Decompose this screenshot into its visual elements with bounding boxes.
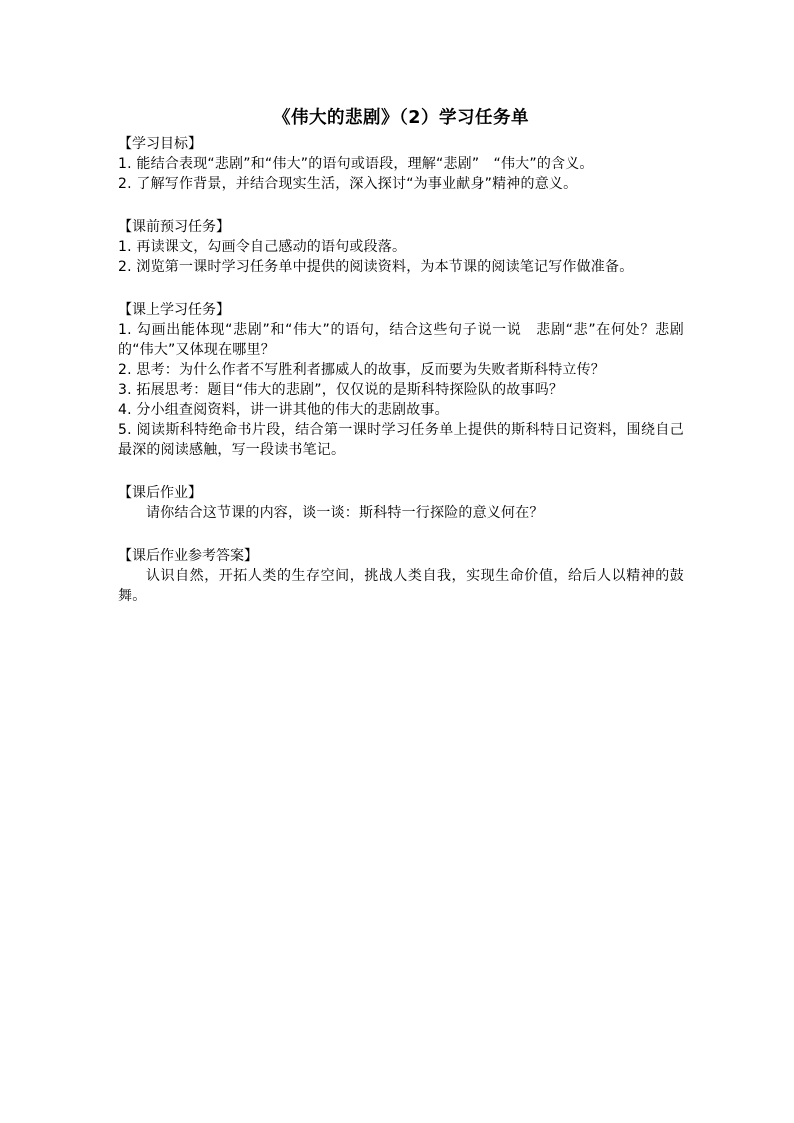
section-heading: 【课后作业参考答案】	[118, 548, 258, 564]
section-heading: 【课后作业】	[118, 485, 202, 501]
section-heading: 【学习目标】	[118, 136, 202, 152]
list-item: 2. 了解写作背景，并结合现实生活，深入探讨“为事业献身”精神的意义。	[118, 176, 578, 192]
list-item: 2. 思考：为什么作者不写胜利者挪威人的故事，反而要为失败者斯科特立传？	[118, 362, 606, 378]
list-item: 5. 阅读斯科特绝命书片段，结合第一课时学习任务单上提供的斯科特日记资料，围绕自己最深的阅读感触，写一段读书笔记。	[118, 422, 684, 458]
section-heading: 【课前预习任务】	[118, 219, 230, 235]
document-title: 《伟大的悲剧》（2）学习任务单	[273, 108, 529, 128]
list-item: 请你结合这节课的内容，谈一谈：斯科特一行探险的意义何在？	[146, 505, 544, 521]
section-homework-answer	[118, 546, 684, 606]
list-item: 1. 再读课文，勾画令自己感动的语句或段落。	[118, 239, 407, 255]
list-item: 1. 勾画出能体现“悲剧”和“伟大”的语句，结合这些句子说一说 悲剧“悲”在何处？悲剧的“伟大”又体现在哪里？	[118, 322, 684, 358]
list-item: 认识自然，开拓人类的生存空间，挑战人类自我，实现生命价值，给后人以精神的鼓舞。	[118, 568, 684, 604]
section-homework	[118, 483, 684, 523]
section-learning-goals	[118, 134, 684, 194]
list-item: 4. 分小组查阅资料，讲一讲其他的伟大的悲剧故事。	[118, 402, 449, 418]
section-class-tasks	[118, 300, 684, 460]
section-heading: 【课上学习任务】	[118, 302, 230, 318]
list-item: 3. 拓展思考：题目“伟大的悲剧”，仅仅说的是斯科特探险队的故事吗？	[118, 382, 564, 398]
list-item: 2. 浏览第一课时学习任务单中提供的阅读资料，为本节课的阅读笔记写作做准备。	[118, 259, 634, 275]
section-preview-tasks	[118, 217, 684, 277]
document-page	[118, 104, 684, 629]
list-item: 1. 能结合表现“悲剧”和“伟大”的语句或语段，理解“悲剧” “伟大”的含义。	[118, 156, 594, 172]
